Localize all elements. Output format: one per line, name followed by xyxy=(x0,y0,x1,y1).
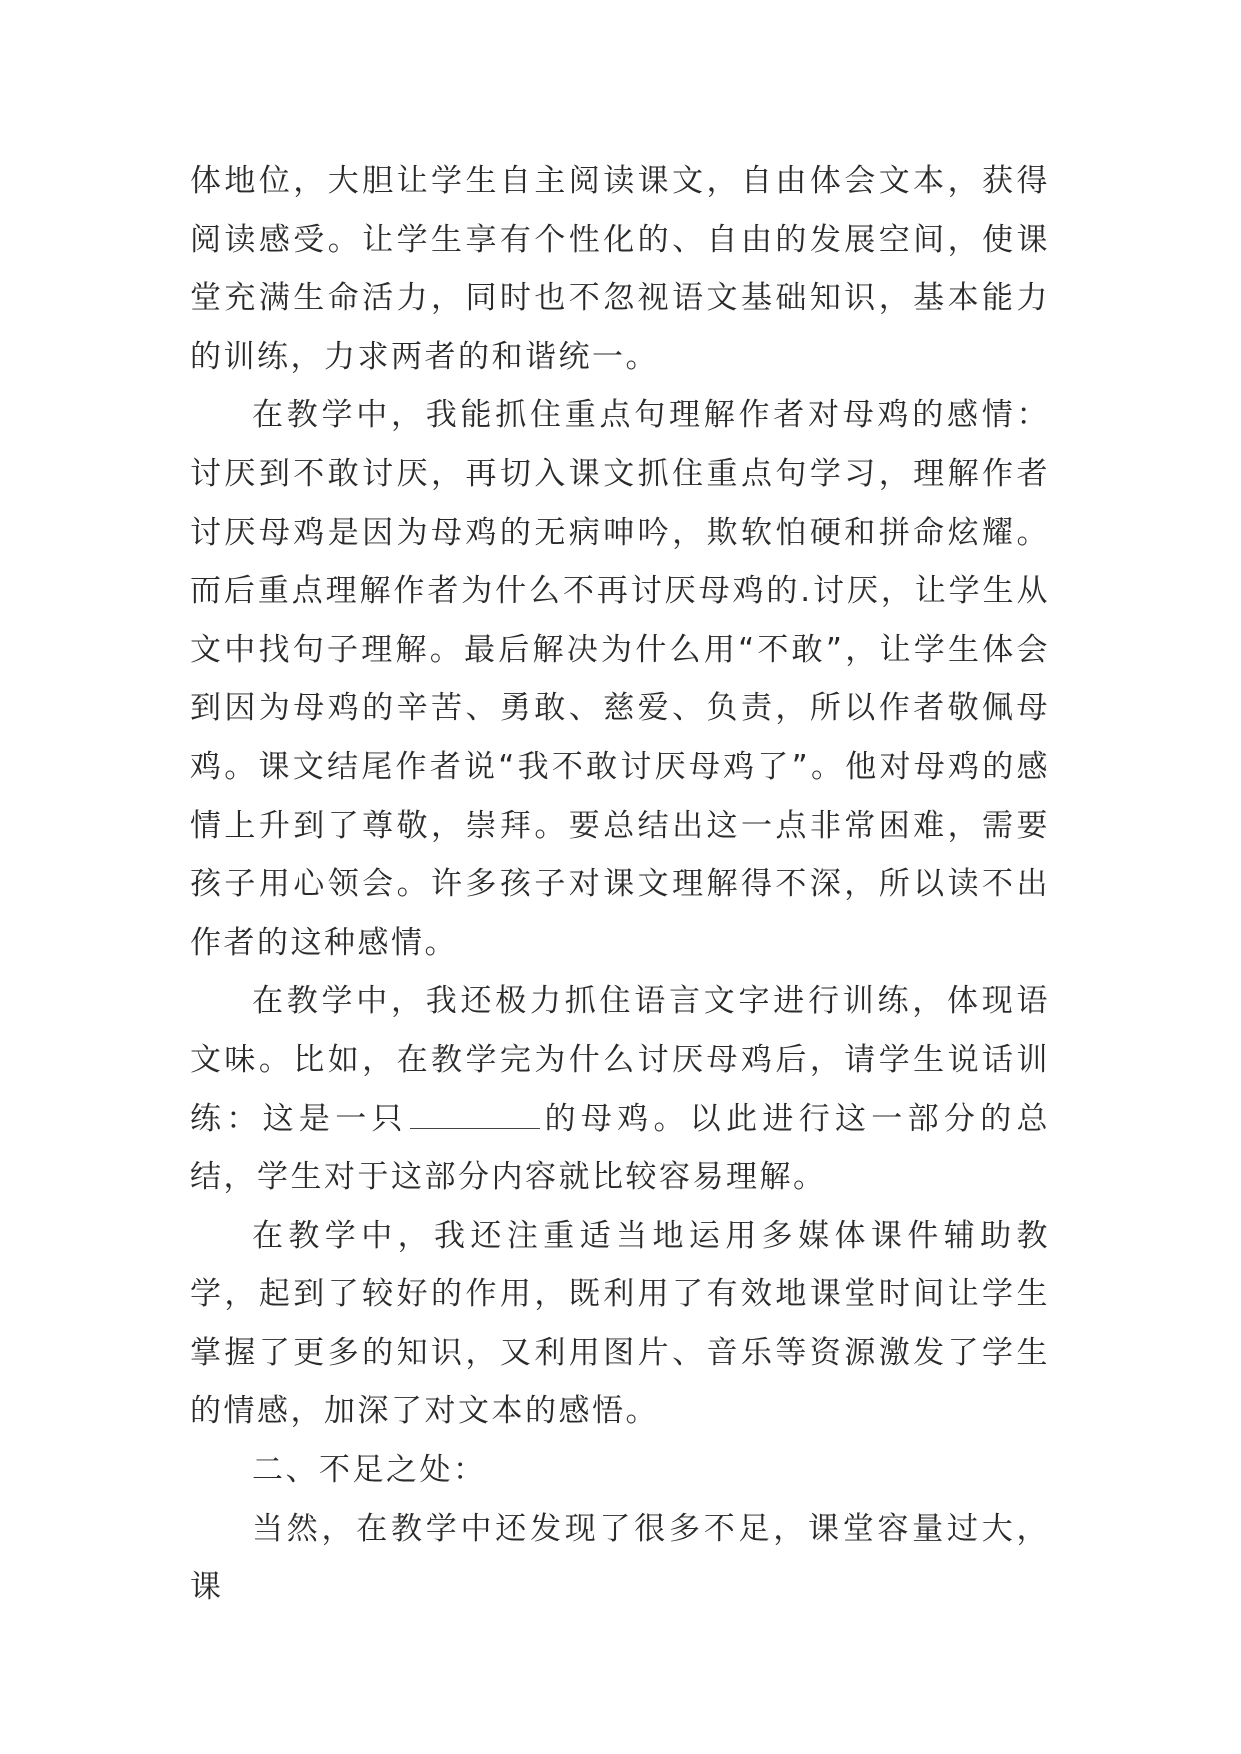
paragraph-2: 在教学中，我能抓住重点句理解作者对母鸡的感情：讨厌到不敢讨厌，再切入课文抓住重点句学习，理解作者讨厌母鸡是因为母鸡的无病呻吟，欺软怕硬和拼命炫耀。而后重点理解作者为什么不再讨厌母鸡的.讨厌，让学生从文中找句子理解。最后解决为什么用“不敢”，让学生体会到因为母鸡的辛苦、勇敢、慈爱、负责，所以作者敬佩母鸡。课文结尾作者说“我不敢讨厌母鸡了”。他对母鸡的感情上升到了尊敬，崇拜。要总结出这一点非常困难，需要孩子用心领会。许多孩子对课文理解得不深，所以读不出作者的这种感情。 xyxy=(190,397,1050,961)
paragraph-3-before-blank: 在教学中，我还极力抓住语言文字进行训练，体现语文味。比如，在教学完为什么讨厌母鸡后，请学生说话训练：这是一只 xyxy=(190,983,1050,1137)
paragraph-6: 当然，在教学中还发现了很多不足，课堂容量过大，课 xyxy=(190,1510,1050,1606)
document-body xyxy=(190,152,1050,1617)
paragraph-3 xyxy=(190,972,1050,1206)
paragraph-3-after-blank: 的母鸡。以此进行这一部分的总结，学生对于这部分内容就比较容易理解。 xyxy=(190,1100,1051,1196)
paragraph-1: 体地位，大胆让学生自主阅读课文，自由体会文本，获得阅读感受。让学生享有个性化的、自由的发展空间，使课堂充满生命活力，同时也不忽视语文基础知识，基本能力的训练，力求两者的和谐统一。 xyxy=(190,163,1050,375)
paragraph-4: 在教学中，我还注重适当地运用多媒体课件辅助教学，起到了较好的作用，既利用了有效地课堂时间让学生掌握了更多的知识，又利用图片、音乐等资源激发了学生的情感，加深了对文本的感悟。 xyxy=(190,1217,1050,1430)
fill-in-blank xyxy=(410,1100,540,1129)
section-heading-shortcomings: 二、不足之处： xyxy=(252,1452,487,1489)
